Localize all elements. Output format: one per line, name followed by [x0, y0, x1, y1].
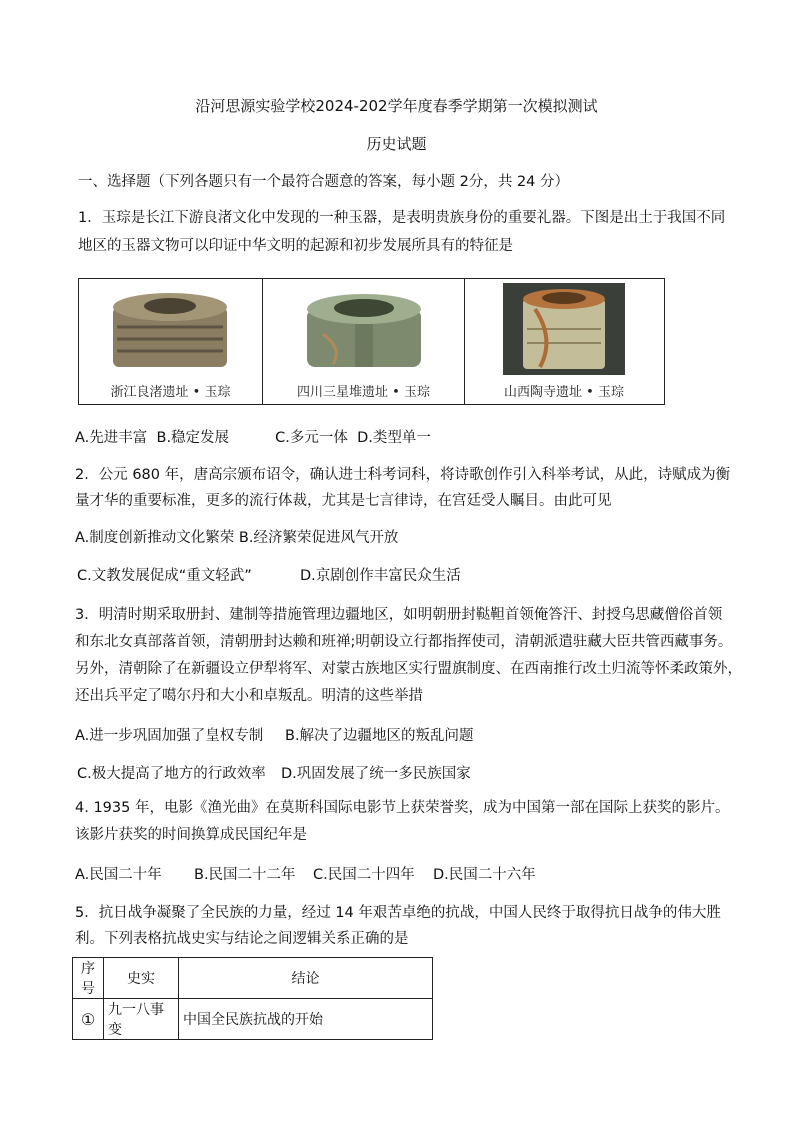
row-fact: 九一八事变: [104, 999, 179, 1040]
row-conclusion: 中国全民族抗战的开始: [179, 999, 433, 1040]
figure-taosi: [465, 279, 663, 404]
jade-cong-figures: [78, 278, 665, 405]
header-conclusion: 结论: [179, 958, 433, 999]
caption-sanxingdui: 四川三星堆遗址 • 玉琮: [297, 385, 430, 400]
section-heading: 一、选择题（下列各题只有一个最符合题意的答案，每小题 2分，共 24 分）: [78, 174, 570, 190]
q4-option-c: C.民国二十四年: [313, 867, 415, 883]
q4-text-line1: 4. 1935 年，电影《渔光曲》在莫斯科国际电影节上获荣誉奖，成为中国第一部在国际上获奖的影片。: [75, 800, 730, 816]
q3-text-line1: 3．明清时期采取册封、建制等措施管理边疆地区，如明朝册封鞑靼首领俺答汗、封授乌思藏僧俗首领: [75, 607, 723, 623]
q2-option-d: D.京剧创作丰富民众生活: [300, 568, 461, 584]
q4-text-line2: 该影片获奖的时间换算成民国纪年是: [75, 827, 307, 843]
row-index: ①: [73, 999, 104, 1040]
q2-text-line2: 量才华的重要标准，更多的流行体裁，尤其是七言律诗，在宫廷受人瞩目。由此可见: [75, 493, 612, 509]
jade-cong-liangzhu-image: [79, 279, 263, 379]
q5-text-line1: 5．抗日战争凝聚了全民族的力量，经过 14 年艰苦卓绝的抗战，中国人民终于取得抗日战争的伟大胜: [75, 905, 721, 921]
q1-options: A.先进丰富 B.稳定发展 C.多元一体 D.类型单一: [75, 430, 431, 446]
q4-option-d: D.民国二十六年: [433, 867, 536, 883]
q3-option-a: A.进一步巩固加强了皇权专制: [75, 728, 264, 744]
figure-liangzhu: [79, 279, 263, 404]
q3-option-c: C.极大提高了地方的行政效率: [77, 766, 266, 782]
q3-text-line2: 和东北女真部落首领，清朝册封达赖和班禅;明朝设立行都指挥使司，清朝派遣驻藏大臣共管西藏事务。: [75, 634, 733, 650]
figure-sanxingdui: [263, 279, 465, 404]
table-header-row: [73, 958, 433, 999]
q3-text-line3: 另外，清朝除了在新疆设立伊犁将军、对蒙古族地区实行盟旗制度、在西南推行改土归流等怀柔政策外，: [75, 661, 742, 677]
q2-text-line1: 2．公元 680 年，唐高宗颁布诏令，确认进士科考词科，将诗歌创作引入科举考试，从此，诗赋成为衡: [75, 467, 731, 483]
q4-option-a: A.民国二十年: [75, 867, 162, 883]
q3-option-b: B.解决了边疆地区的叛乱问题: [285, 728, 474, 744]
q1-text-line1: 1．玉琮是长江下游良渚文化中发现的一种玉器，是表明贵族身份的重要礼器。下图是出土于我国不同: [78, 210, 726, 226]
jade-cong-sanxingdui-image: [263, 279, 465, 379]
q1-text-line2: 地区的玉器文物可以印证中华文明的起源和初步发展所具有的特征是: [78, 238, 513, 254]
q5-text-line2: 利。下列表格抗战史实与结论之间逻辑关系正确的是: [75, 931, 409, 947]
subject-title: 历史试题: [366, 135, 427, 153]
q4-option-b: B.民国二十二年: [194, 867, 296, 883]
header-index: 序号: [73, 958, 104, 999]
q3-option-d: D.巩固发展了统一多民族国家: [281, 766, 471, 782]
q3-text-line4: 还出兵平定了噶尔丹和大小和卓叛乱。明清的这些举措: [75, 688, 423, 704]
caption-liangzhu: 浙江良渚遗址 • 玉琮: [110, 385, 231, 400]
caption-taosi: 山西陶寺遗址 • 玉琮: [504, 385, 624, 400]
header-fact: 史实: [104, 958, 179, 999]
jade-cong-taosi-image: [465, 279, 663, 379]
school-title: 沿河思源实验学校2024-202学年度春季学期第一次模拟测试: [195, 97, 598, 115]
q5-table: [72, 957, 433, 1040]
table-row: [73, 999, 433, 1040]
q2-options-ab: A.制度创新推动文化繁荣 B.经济繁荣促进风气开放: [75, 530, 399, 546]
q2-option-c: C.文教发展促成“重文轻武”: [77, 568, 252, 584]
